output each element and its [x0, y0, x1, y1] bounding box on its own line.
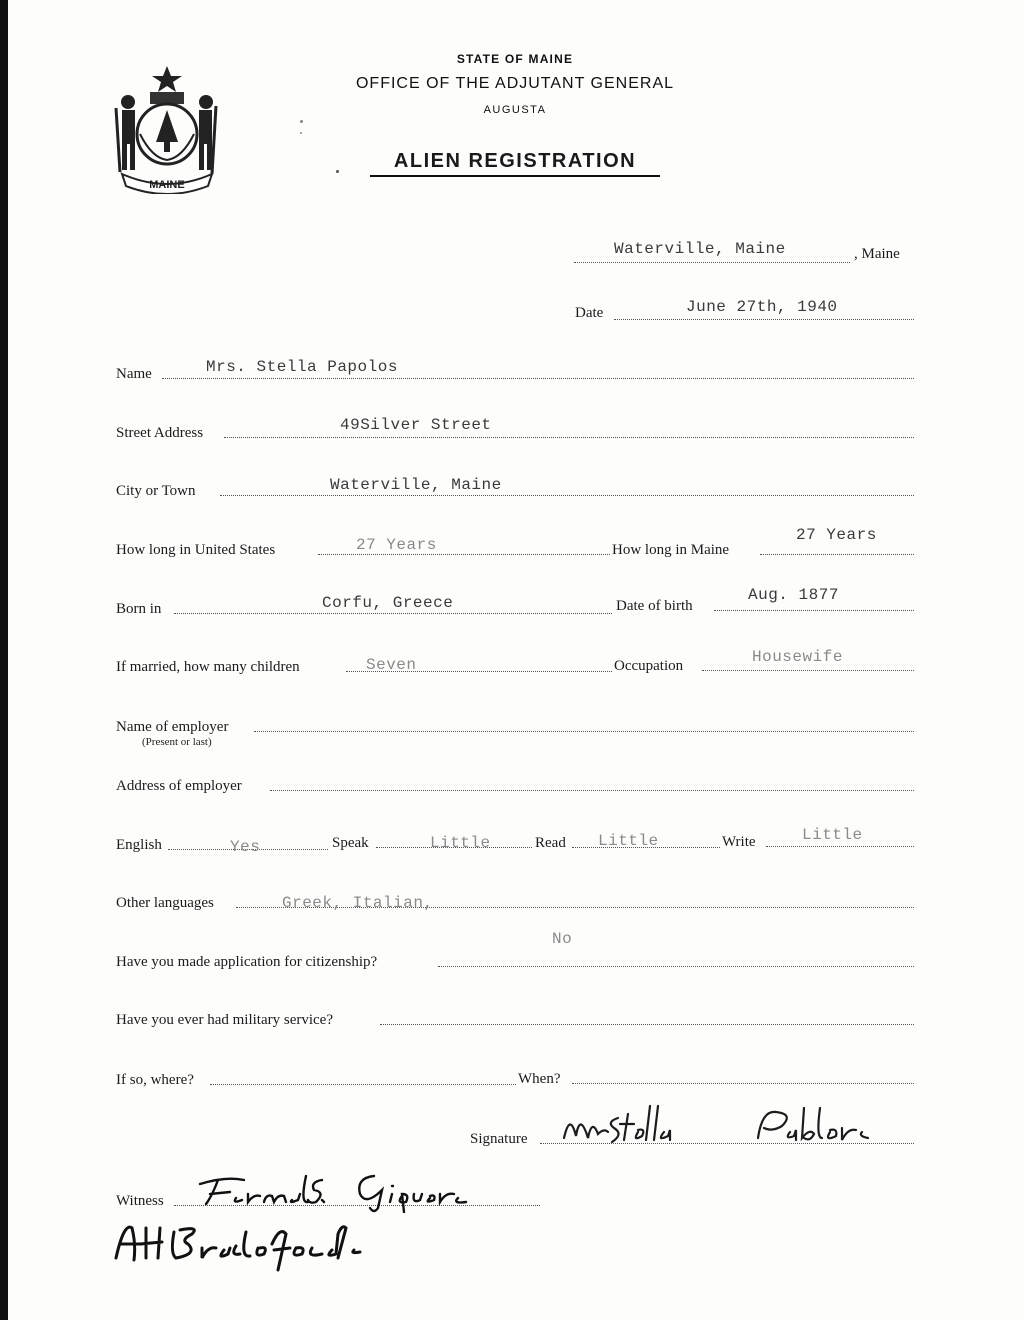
read-value: Little	[598, 832, 659, 850]
occupation-label: Occupation	[614, 658, 684, 674]
english-label: English	[116, 837, 162, 853]
scan-edge	[0, 0, 8, 1320]
english-value: Yes	[230, 838, 261, 856]
witness-signature-2	[110, 1214, 410, 1274]
dob-label: Date of birth	[616, 598, 693, 614]
signature-label: Signature	[470, 1131, 528, 1147]
witness-label: Witness	[116, 1193, 164, 1209]
citizenship-label: Have you made application for citizenship?	[116, 954, 378, 970]
maine-time-label: How long in Maine	[612, 542, 730, 558]
witness-signature-1	[196, 1164, 486, 1214]
applicant-signature	[558, 1098, 888, 1158]
city-value: Waterville, Maine	[330, 476, 502, 494]
svg-text:MAINE: MAINE	[149, 179, 185, 191]
location-suffix: , Maine	[854, 246, 900, 262]
name-label: Name	[116, 366, 152, 382]
us-time-label: How long in United States	[116, 542, 276, 558]
born-value: Corfu, Greece	[322, 594, 454, 612]
born-label: Born in	[116, 601, 162, 617]
location-value: Waterville, Maine	[614, 240, 786, 258]
name-value: Mrs. Stella Papolos	[206, 358, 398, 376]
us-time-value: 27 Years	[356, 536, 437, 554]
employer-address-label: Address of employer	[116, 778, 242, 794]
children-value: Seven	[366, 656, 417, 674]
date-label: Date	[575, 305, 604, 321]
street-value: 49Silver Street	[340, 416, 492, 434]
form-title: ALIEN REGISTRATION	[370, 150, 660, 177]
speak-label: Speak	[332, 835, 369, 851]
dob-value: Aug. 1877	[748, 586, 839, 604]
read-label: Read	[535, 835, 566, 851]
other-languages-value: Greek, Italian,	[282, 894, 434, 912]
other-languages-label: Other languages	[116, 895, 214, 911]
military-label: Have you ever had military service?	[116, 1012, 333, 1028]
write-value: Little	[802, 826, 863, 844]
where-label: If so, where?	[116, 1072, 194, 1088]
when-label: When?	[518, 1071, 561, 1087]
speak-value: Little	[430, 834, 491, 852]
city-label: City or Town	[116, 483, 196, 499]
children-label: If married, how many children	[116, 659, 300, 675]
citizenship-value: No	[552, 930, 573, 948]
maine-time-value: 27 Years	[796, 526, 877, 544]
office-heading: OFFICE OF THE ADJUTANT GENERAL	[355, 75, 675, 92]
date-value: June 27th, 1940	[686, 298, 838, 316]
street-label: Street Address	[116, 425, 204, 441]
state-heading: STATE OF MAINE	[456, 52, 574, 66]
maine-state-seal-icon	[112, 62, 222, 194]
write-label: Write	[722, 834, 756, 850]
employer-name-label: Name of employer	[116, 719, 229, 735]
occupation-value: Housewife	[752, 648, 843, 666]
city-heading: AUGUSTA	[483, 104, 547, 116]
employer-name-sublabel: (Present or last)	[142, 736, 212, 748]
